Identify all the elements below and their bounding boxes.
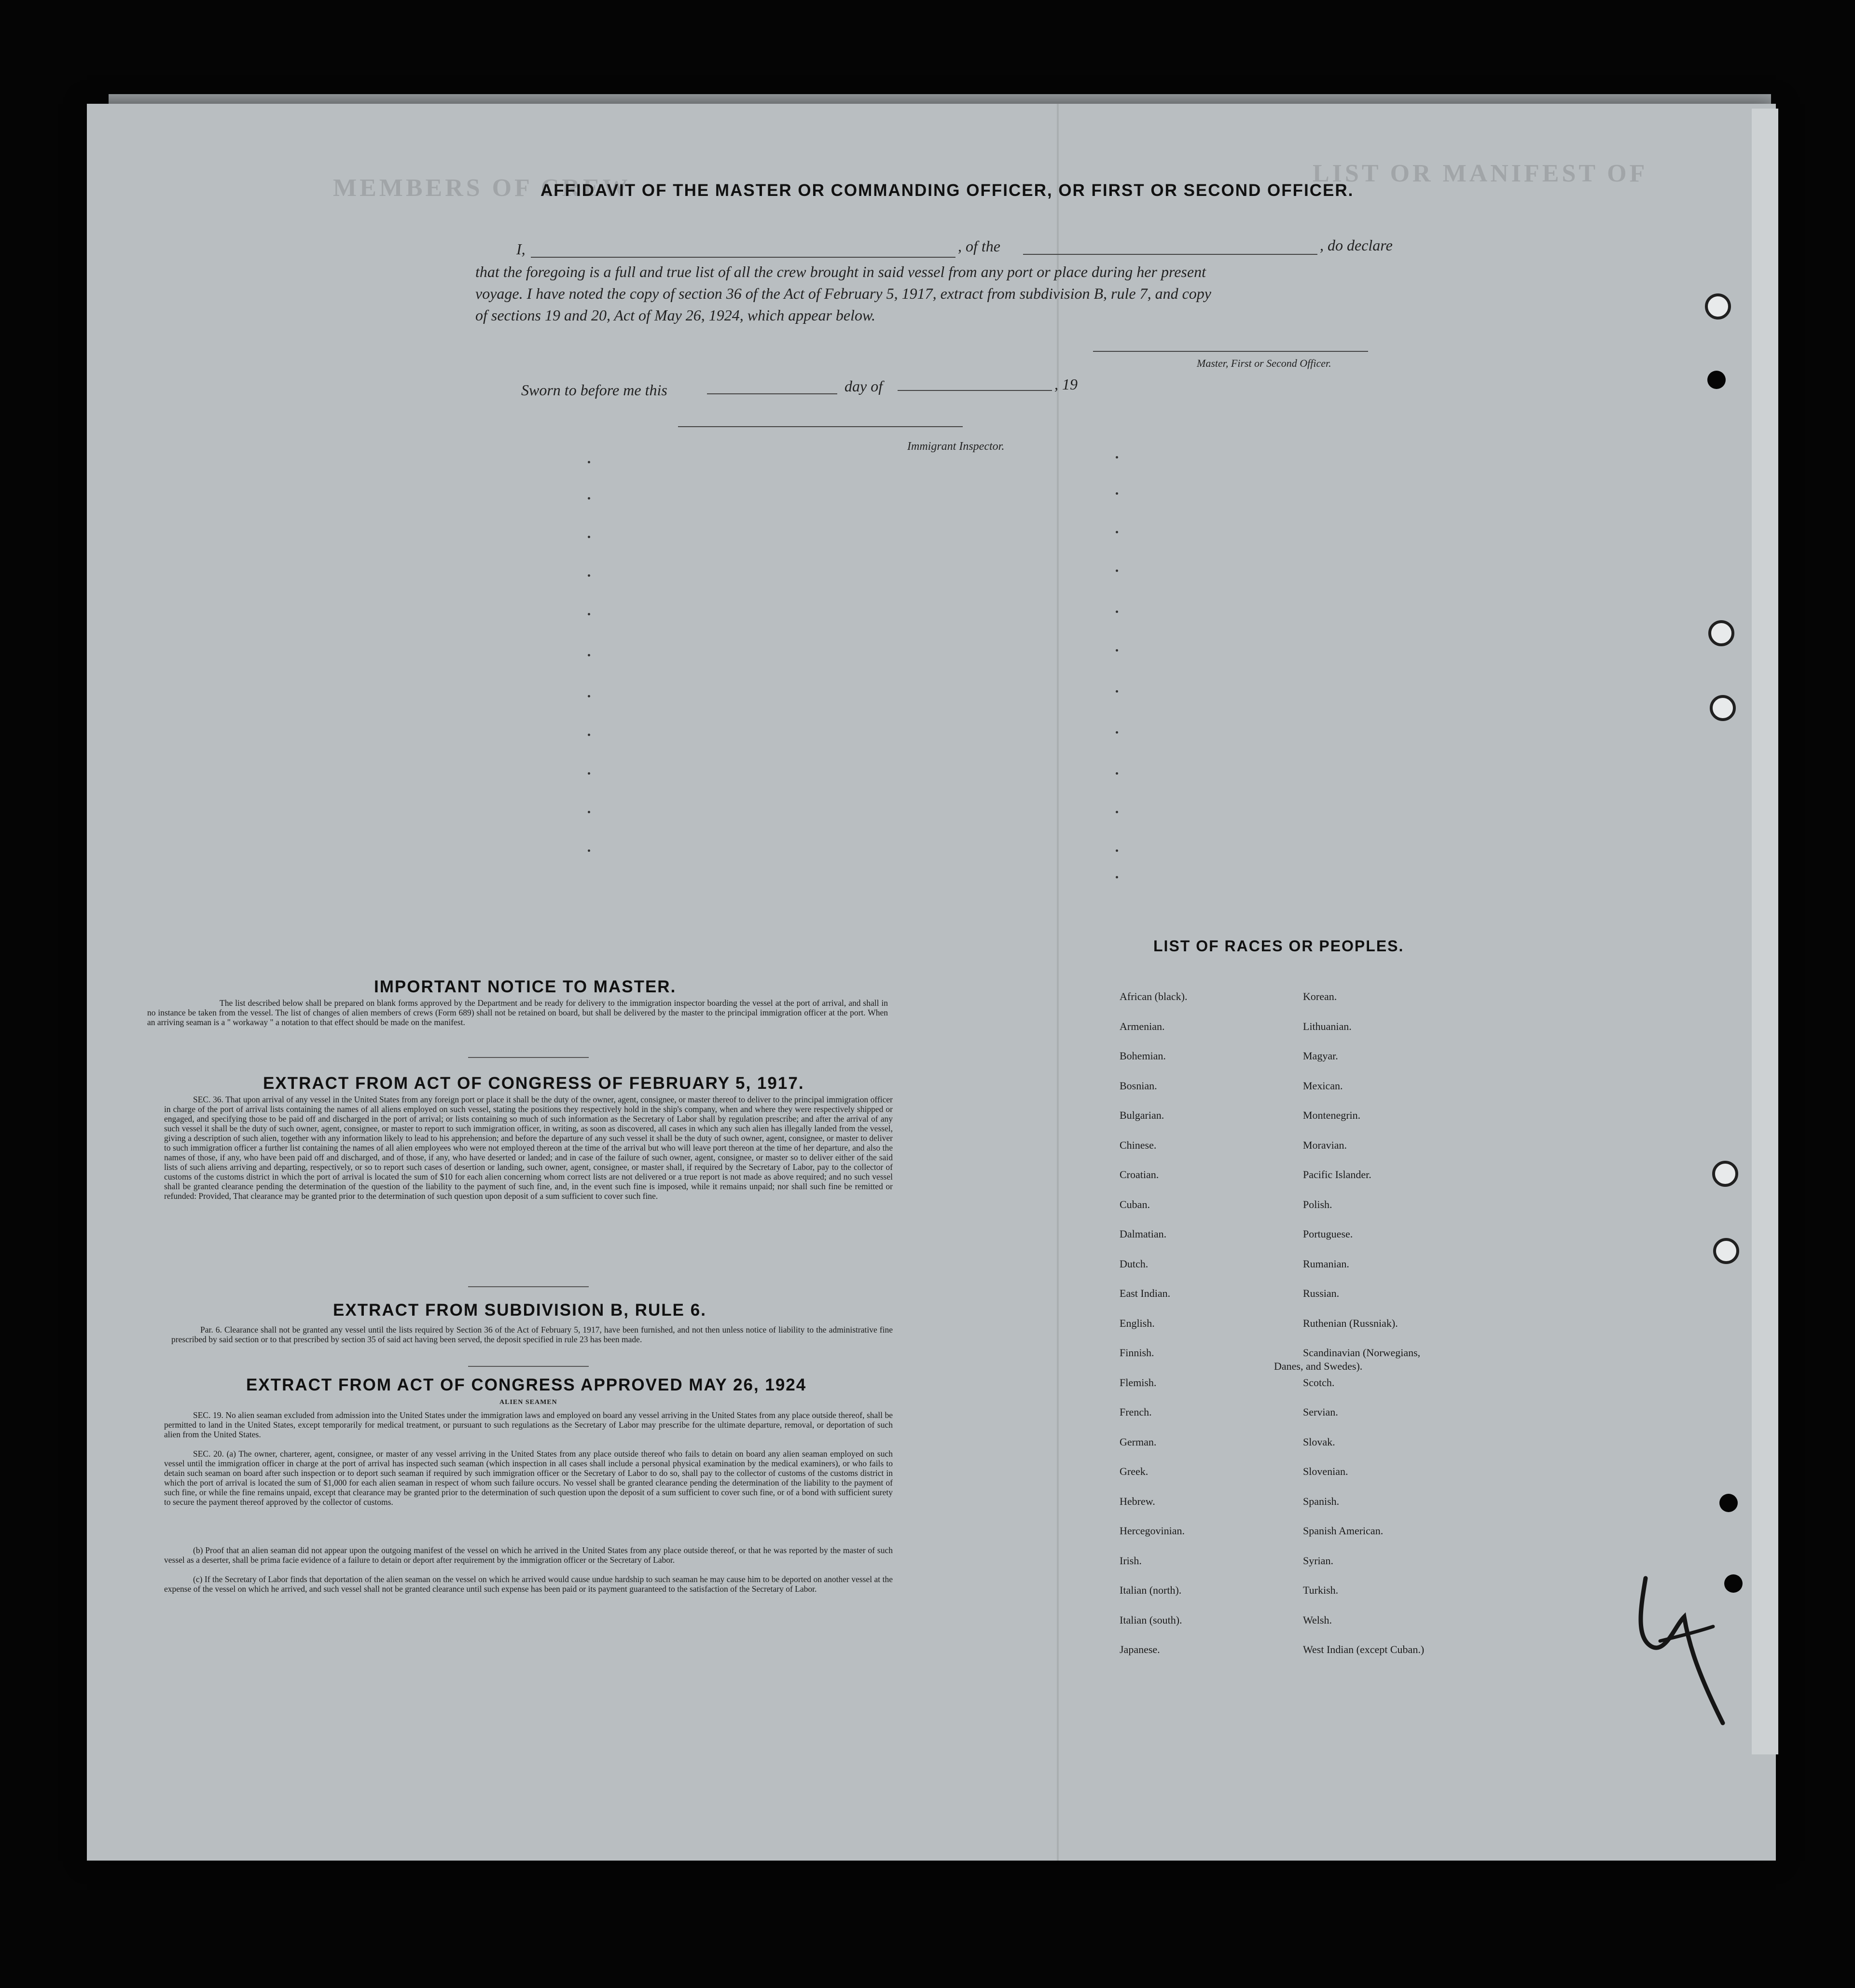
race-item: West Indian (except Cuban.): [1303, 1643, 1425, 1655]
column-dot: [1116, 456, 1118, 459]
race-item: Bohemian.: [1120, 1050, 1166, 1062]
column-dot: [1116, 876, 1118, 878]
race-item: Slovenian.: [1303, 1465, 1348, 1477]
race-item: Moravian.: [1303, 1139, 1347, 1151]
sec-20b-body: (b) Proof that an alien seaman did not appear upon the outgoing manifest of the vessel on which he arrived in the United States from any place outside thereof, or that he was reported by the master of such vessel as a deserter, shall be prima facie evidence of a failure to detain or deport after requirement by the immigration officer or the Secretary of Labor.: [164, 1545, 893, 1565]
page-edge: [1752, 109, 1778, 1754]
section-divider: [468, 1057, 589, 1058]
race-item: Scandinavian (Norwegians,: [1303, 1347, 1421, 1359]
affidavit-line-3: voyage. I have noted the copy of section 36 of the Act of February 5, 1917, extract from subdivision B, rule 7, and copy: [475, 285, 1211, 302]
column-dot: [588, 461, 590, 463]
affidavit-line-2: that the foregoing is a full and true list of all the crew brought in said vessel from any port or place during her present: [475, 263, 1206, 280]
race-item: Montenegrin.: [1303, 1109, 1361, 1121]
sec-20a-body: SEC. 20. (a) The owner, charterer, agent, consignee, or master of any vessel arriving in the United States from any place outside thereof who fails to detain on board any alien seaman employed on such vessel until the immigration officer in charge at the port of arrival has inspected such seaman (which inspection in all cases shall include a personal physical examination by the medical examiners), or who fails to detain such seaman on board after such inspection or to deport such seaman if required by such immigration officer or the Secretary of Labor to do so, shall pay to the collector of customs of the customs district in which the port of arrival is located the sum of $1,000 for each alien seaman in respect of whom such failure occurs. No vessel shall be granted clearance pending the determination of the liability to the payment of such fine, or while the fine remains unpaid, except that clearance may be granted prior to the determination of such question upon the deposit of a sum sufficient to cover such fine, or of a bond with sufficient surety to secure the payment thereof approved by the collector of customs.: [164, 1449, 893, 1507]
column-dot: [1116, 731, 1118, 734]
affidavit-title: AFFIDAVIT OF THE MASTER OR COMMANDING OFFICER, OR FIRST OR SECOND OFFICER.: [540, 181, 1354, 200]
race-item: Turkish.: [1303, 1584, 1339, 1596]
column-dot: [1116, 772, 1118, 775]
race-item: Dutch.: [1120, 1257, 1149, 1270]
race-item: Dalmatian.: [1120, 1228, 1167, 1240]
extract-rule6-body: Par. 6. Clearance shall not be granted any vessel until the lists required by Section 36 of the Act of February 5, 1917, have been furnished, and not then unless notice of liability to the administrative fine prescribed by said section or to that prescribed by section 35 of said act having been served, the deposit specified in rule 23 has been made.: [171, 1325, 893, 1344]
race-item: German.: [1120, 1435, 1157, 1448]
binder-hole: [1719, 1494, 1738, 1512]
column-dot: [1116, 649, 1118, 652]
race-item: Polish.: [1303, 1198, 1332, 1210]
column-dot: [588, 772, 590, 775]
handwritten-mark: [1631, 1569, 1742, 1733]
binder-hole: [1713, 1238, 1739, 1264]
affidavit-of-the: , of the: [958, 237, 1000, 255]
page-fold: [1057, 104, 1059, 1861]
race-item: Magyar.: [1303, 1050, 1338, 1062]
race-item: French.: [1120, 1406, 1152, 1418]
race-item: Portuguese.: [1303, 1228, 1353, 1240]
sworn-prefix: Sworn to before me this: [521, 381, 667, 399]
vessel-blank-line[interactable]: [1023, 254, 1317, 255]
sworn-month-line[interactable]: [898, 390, 1052, 391]
race-item: Italian (north).: [1120, 1584, 1182, 1596]
name-blank-line[interactable]: [531, 257, 955, 258]
extract-1924-title: EXTRACT FROM ACT OF CONGRESS APPROVED MAY 26, 1924: [246, 1376, 807, 1394]
document-page: [87, 104, 1776, 1861]
column-dot: [588, 849, 590, 852]
extract-1917-title: EXTRACT FROM ACT OF CONGRESS OF FEBRUARY 5, 1917.: [263, 1074, 804, 1093]
race-item: Croatian.: [1120, 1168, 1159, 1181]
extract-1917-body: SEC. 36. That upon arrival of any vessel in the United States from any foreign port or place it shall be the duty of the owner, agent, consignee, or master thereof to deliver to the principal immigration officer in charge of the port of arrival lists containing the names of all aliens employed on such vessel, stating the positions they respectively hold in the ship's company, when and where they were respectively shipped or engaged, and specifying those to be paid off and discharged in the port of arrival; or lists containing so much of such information as the Secretary of Labor shall by regulation prescribe; and after the arrival of any such vessel it shall be the duty of such owner, agent, consignee, or master to report to such immigration officer, in writing, as soon as discovered, all cases in which any such alien has illegally landed from the vessel, giving a description of such alien, together with any information likely to lead to his apprehension; and before the departure of any such vessel it shall be the duty of such owner, agent, consignee, or master to deliver to such immigration officer a further list containing the names of all alien employees who were not employed thereon at the time of the arrival but who will leave port thereon at the time of her departure, and also the names of those, if any, who have been paid off and discharged, and of those, if any, who have deserted or landed; and in case of the failure of such owner, agent, consignee, or master so to deliver either of the said lists of such aliens arriving and departing, respectively, or so to report such cases of desertion or landing, such owner, agent, consignee, or master shall, if required by the Secretary of Labor, pay to the collector of customs of the customs district in which the port of arrival is located the sum of $10 for each alien concerning whom correct lists are not delivered or a true report is not made as above required; and no such vessel shall be granted clearance pending the determination of the question of the liability to the payment of such fine, and, in the event such fine is imposed, while it remains unpaid; nor shall such fine be remitted or refunded: Provided, That clearance may be granted prior to the determination of such question upon deposit of a sum sufficient to cover such fine.: [164, 1095, 893, 1201]
race-item: Welsh.: [1303, 1613, 1332, 1626]
race-item: Greek.: [1120, 1465, 1149, 1477]
column-dot: [588, 497, 590, 500]
race-item: Hebrew.: [1120, 1495, 1155, 1507]
extract-rule6-title: EXTRACT FROM SUBDIVISION B, RULE 6.: [333, 1301, 706, 1320]
master-caption: Master, First or Second Officer.: [1197, 357, 1331, 369]
race-item: Cuban.: [1120, 1198, 1150, 1210]
inspector-caption: Immigrant Inspector.: [907, 440, 1005, 453]
sworn-year: , 19: [1054, 375, 1078, 393]
column-dot: [588, 811, 590, 813]
alien-seamen-subtitle: ALIEN SEAMEN: [499, 1399, 557, 1406]
race-item: Irish.: [1120, 1554, 1142, 1567]
column-dot: [1116, 690, 1118, 693]
column-dot: [588, 654, 590, 656]
race-item: Bulgarian.: [1120, 1109, 1164, 1121]
race-item: Ruthenian (Russniak).: [1303, 1317, 1398, 1329]
column-dot: [1116, 531, 1118, 533]
bleed-through-title: LIST OR MANIFEST OF: [1313, 160, 1648, 187]
notice-title: IMPORTANT NOTICE TO MASTER.: [374, 977, 677, 996]
race-item: Servian.: [1303, 1406, 1338, 1418]
race-item: Korean.: [1303, 990, 1337, 1002]
race-item: Bosnian.: [1120, 1079, 1157, 1092]
affidavit-i: I,: [516, 240, 526, 258]
column-dot: [1116, 492, 1118, 495]
race-item: Japanese.: [1120, 1643, 1160, 1655]
race-item: Russian.: [1303, 1287, 1340, 1299]
column-dot: [588, 734, 590, 736]
race-item: Hercegovinian.: [1120, 1525, 1185, 1537]
affidavit-line-4: of sections 19 and 20, Act of May 26, 1924, which appear below.: [475, 306, 875, 324]
sworn-day-of: day of: [844, 377, 883, 395]
race-item: African (black).: [1120, 990, 1188, 1002]
race-item: Finnish.: [1120, 1347, 1154, 1359]
race-item: Flemish.: [1120, 1376, 1157, 1389]
race-item: Italian (south).: [1120, 1613, 1182, 1626]
race-item: Armenian.: [1120, 1020, 1165, 1032]
column-dot: [1116, 611, 1118, 613]
race-item: Syrian.: [1303, 1554, 1333, 1567]
race-item: Lithuanian.: [1303, 1020, 1352, 1032]
race-item: Slovak.: [1303, 1435, 1335, 1448]
race-item: Scotch.: [1303, 1376, 1335, 1389]
race-item: Spanish.: [1303, 1495, 1340, 1507]
binder-hole: [1710, 695, 1736, 721]
race-item: English.: [1120, 1317, 1155, 1329]
sec-19-body: SEC. 19. No alien seaman excluded from admission into the United States under the immigration laws and employed on board any vessel arriving in the United States from any place outside thereof, shall be permitted to land in the United States, except temporarily for medical treatment, or pursuant to such regulations as the Secretary of Labor may prescribe for the ultimate departure, removal, or deportation of such alien from the United States.: [164, 1410, 893, 1439]
notice-body: The list described below shall be prepared on blank forms approved by the Department and be ready for delivery to the immigration inspector boarding the vessel at the port of arrival, and shall in no instance be taken from the vessel. The list of changes of alien members of crews (Form 689) shall not be retained on board, but shall be delivered by the master to the principal immigration officer at the port. When an arriving seaman is a " workaway " a notation to that effect should be made on the manifest.: [147, 998, 888, 1027]
column-dot: [1116, 849, 1118, 852]
sec-20c-body: (c) If the Secretary of Labor finds that deportation of the alien seaman on the vessel on which he arrived would cause undue hardship to such seaman he may cause him to be deported on another vessel at the expense of the vessel on which he arrived, and such vessel shall not be granted clearance until such expense has been paid or its payment guaranteed to the satisfaction of the Secretary of Labor.: [164, 1574, 893, 1594]
column-dot: [1116, 811, 1118, 813]
binder-hole: [1708, 620, 1734, 646]
column-dot: [588, 695, 590, 697]
column-dot: [1116, 570, 1118, 572]
section-divider: [468, 1366, 589, 1367]
column-dot: [588, 613, 590, 615]
race-item: Spanish American.: [1303, 1525, 1384, 1537]
binder-hole: [1712, 1161, 1738, 1187]
race-item: Mexican.: [1303, 1079, 1343, 1092]
section-divider: [468, 1286, 589, 1287]
bleed-through-subtitle: MEMBERS OF CREW: [333, 174, 631, 202]
races-title: LIST OF RACES OR PEOPLES.: [1153, 937, 1404, 955]
binder-hole: [1705, 293, 1731, 320]
inspector-signature-line[interactable]: [678, 426, 963, 427]
race-item: Rumanian.: [1303, 1257, 1349, 1270]
master-signature-line[interactable]: [1093, 351, 1368, 352]
sworn-date-line[interactable]: [707, 393, 837, 394]
race-item: Chinese.: [1120, 1139, 1157, 1151]
affidavit-do-declare: , do declare: [1320, 236, 1393, 254]
race-item: East Indian.: [1120, 1287, 1171, 1299]
column-dot: [588, 574, 590, 577]
binder-hole: [1707, 371, 1726, 389]
race-item: Danes, and Swedes).: [1274, 1360, 1363, 1372]
race-item: Pacific Islander.: [1303, 1168, 1371, 1181]
column-dot: [588, 536, 590, 538]
